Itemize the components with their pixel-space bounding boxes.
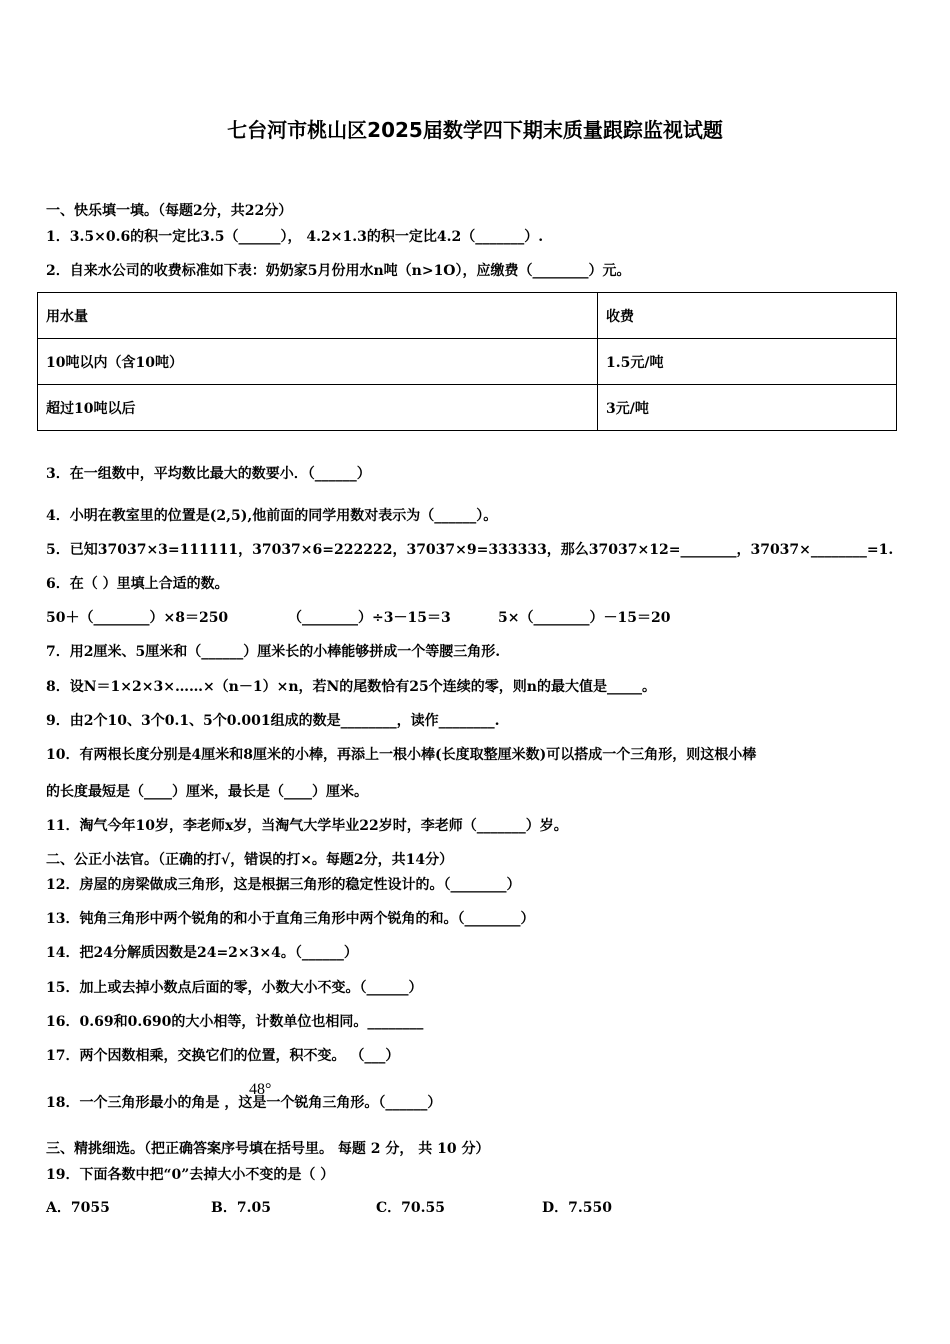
question-3: 3．在一组数中，平均数比最大的数要小．（______） [46,466,371,482]
question-18: 18．一个三角形最小的角是 ，这是一个锐角三角形。（______） [46,1095,442,1111]
section-3-heading: 三、精挑细选。（把正确答案序号填在括号里。 每题 2 分， 共 10 分） [46,1141,490,1157]
question-6-equation: 5×（________）－15＝20 [498,610,671,626]
option-c: C．70.55 [376,1200,445,1216]
table-cell: 10吨以内（含10吨） [38,339,598,385]
question-4: 4．小明在教室里的位置是(2,5),他前面的同学用数对表示为（______）。 [46,508,498,524]
option-d: D．7.550 [542,1200,612,1216]
question-10-continued: 的长度最短是（____）厘米，最长是（____）厘米。 [46,784,368,800]
angle-value: 48° [249,1081,272,1098]
water-fee-table [37,292,897,431]
question-19: 19．下面各数中把“0”去掉大小不变的是（ ） [46,1167,335,1183]
question-13: 13．钝角三角形中两个锐角的和小于直角三角形中两个锐角的和。（________） [46,911,535,927]
question-6-equation: （________）÷3－15＝3 [288,610,451,626]
question-17: 17．两个因数相乘，交换它们的位置，积不变。 （___） [46,1048,400,1064]
section-2-heading: 二、公正小法官。（正确的打√，错误的打×。每题2分，共14分） [46,852,454,868]
question-5: 5．已知37037×3=111111，37037×6=222222，37037×9=333333，那么37037×12=________，37037×________=1. [46,542,894,558]
table-header-row [38,293,897,339]
question-6-equation: 50＋（________）×8＝250 [46,610,229,626]
table-header: 用水量 [38,293,598,339]
question-14: 14．把24分解质因数是24=2×3×4。（______） [46,945,358,961]
question-8: 8．设N＝1×2×3×……×（n－1）×n，若N的尾数恰有25个连续的零，则n的最大值是_____。 [46,679,656,695]
table-row [38,385,897,431]
table-header: 收费 [598,293,897,339]
question-1: 1．3.5×0.6的积一定比3.5（______）， 4.2×1.3的积一定比4.2（_______）. [46,229,544,245]
question-7: 7．用2厘米、5厘米和（______）厘米长的小棒能够拼成一个等腰三角形. [46,644,501,660]
question-11: 11．淘气今年10岁，李老师x岁，当淘气大学毕业22岁时，李老师（_______）岁。 [46,818,568,834]
table-row [38,339,897,385]
question-9: 9．由2个10、3个0.1、5个0.001组成的数是________，读作________. [46,713,500,729]
option-a: A．7055 [46,1200,110,1216]
question-10: 10．有两根长度分别是4厘米和8厘米的小棒，再添上一根小棒(长度取整厘米数)可以搭成一个三角形，则这根小棒 [46,747,757,763]
page-title: 七台河市桃山区2025届数学四下期末质量跟踪监视试题 [227,118,723,142]
question-16: 16．0.69和0.690的大小相等，计数单位也相同。________ [46,1014,424,1030]
table-cell: 3元/吨 [598,385,897,431]
question-15: 15．加上或去掉小数点后面的零，小数大小不变。（______） [46,980,423,996]
table-cell: 超过10吨以后 [38,385,598,431]
question-6: 6．在（ ）里填上合适的数。 [46,576,229,592]
table-cell: 1.5元/吨 [598,339,897,385]
question-2: 2．自来水公司的收费标准如下表：奶奶家5月份用水n吨（n>1O），应缴费（________）元。 [46,263,631,279]
section-1-heading: 一、快乐填一填。（每题2分，共22分） [46,203,293,219]
question-12: 12．房屋的房梁做成三角形，这是根据三角形的稳定性设计的。（________） [46,877,521,893]
option-b: B．7.05 [211,1200,271,1216]
